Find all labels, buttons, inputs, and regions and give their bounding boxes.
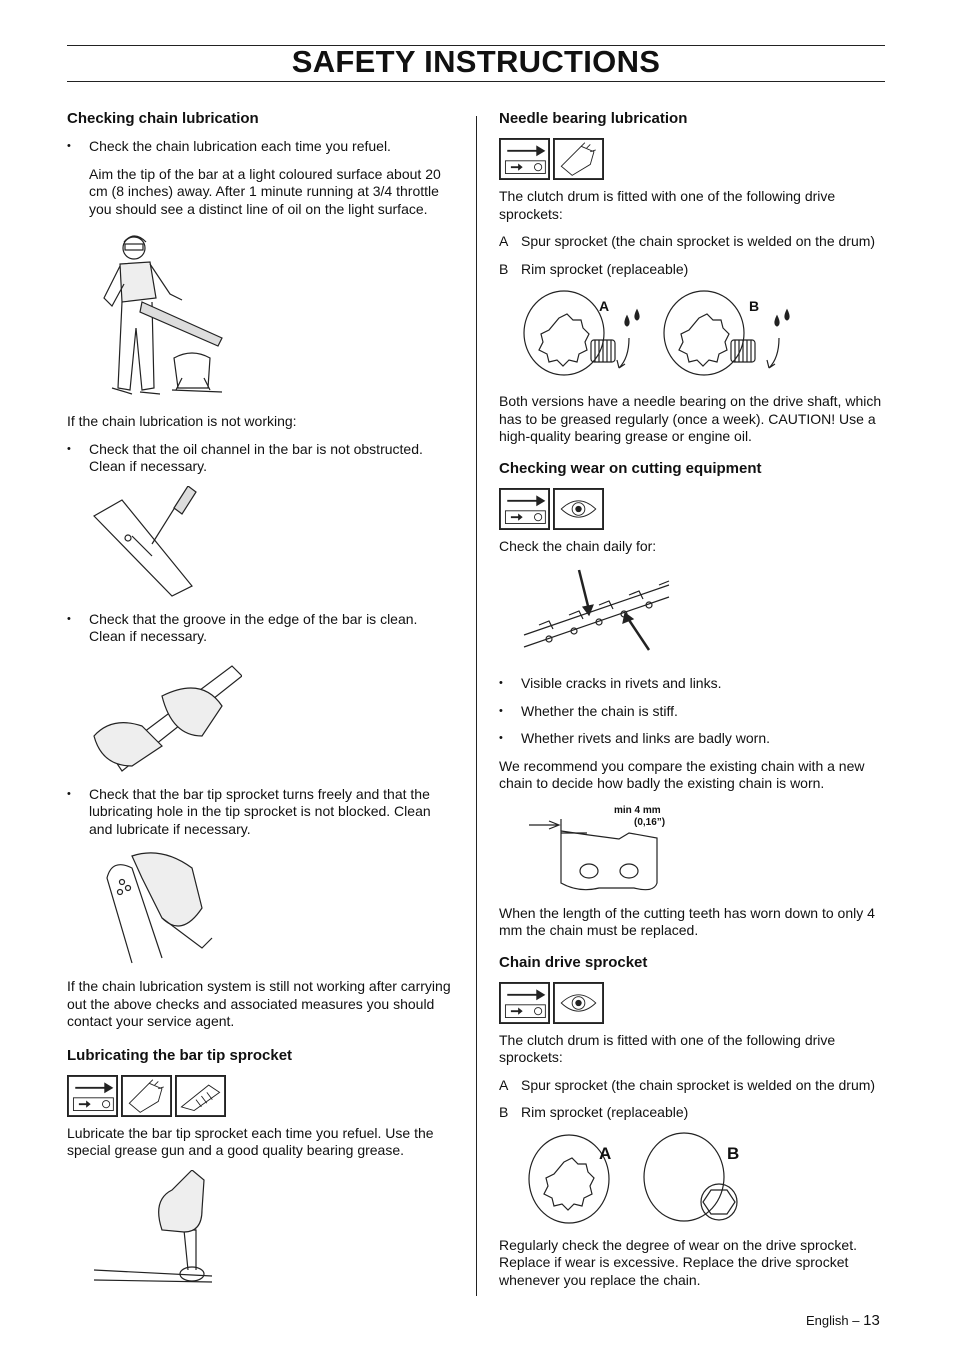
option-b-rim — [499, 1104, 889, 1122]
maintenance-arrow-icon — [67, 1075, 118, 1117]
option-letter: A — [499, 1076, 509, 1093]
drive-sprockets-figure — [519, 1132, 799, 1227]
option-b-rim — [499, 261, 889, 279]
min-length-inches-label: (0,16”) — [634, 816, 666, 828]
footer-language: English — [806, 1313, 849, 1328]
section-heading-needle-bearing: Needle bearing lubrication — [499, 110, 688, 127]
maintenance-arrow-icon — [499, 138, 550, 180]
option-letter: A — [499, 233, 509, 249]
bullet-worn: • Whether rivets and links are badly worn. — [499, 730, 889, 748]
icon-row-cutting-wear — [499, 488, 889, 530]
min-length-figure — [519, 803, 689, 895]
bar-groove-hands-illustration — [92, 656, 242, 776]
page-title: SAFETY INSTRUCTIONS — [291, 44, 661, 79]
bullet-oil-channel: • Check that the oil channel in the bar is not obstructed. Clean if necessary. — [67, 441, 457, 476]
brush-icon — [175, 1075, 226, 1117]
section-heading-drive-sprocket: Chain drive sprocket — [499, 953, 648, 971]
section-heading-chain-lubrication: Checking chain lubrication — [67, 110, 259, 127]
chain-replace-text: When the length of the cutting teeth has worn down to only 4 mm the chain must be replaced. — [499, 904, 875, 938]
right-column — [499, 110, 889, 1299]
grease-gun-illustration — [92, 1170, 242, 1295]
page-number: 13 — [863, 1312, 880, 1329]
min-length-label: min 4 mm — [614, 804, 661, 816]
option-text: Spur sprocket (the chain sprocket is welded on the drum) — [521, 233, 876, 249]
maintenance-arrow-icon — [499, 488, 550, 530]
option-text: Rim sprocket (replaceable) — [521, 1104, 689, 1120]
option-text: Rim sprocket (replaceable) — [521, 260, 689, 277]
drive-sprocket-text: Regularly check the degree of wear on the drive sprocket. Replace if wear is excessive. Replace the drive sprocket whenever you replace the chain. — [499, 1236, 857, 1288]
option-a-spur — [499, 233, 889, 251]
bullet-bar-groove: • Check that the groove in the edge of the bar is clean. Clean if necessary. — [67, 611, 457, 646]
option-letter: B — [499, 260, 509, 277]
operator-illustration — [92, 228, 252, 403]
bullet-cracks: • Visible cracks in rivets and links. — [499, 675, 889, 693]
eye-inspect-icon — [553, 982, 604, 1024]
option-a-spur — [499, 1077, 889, 1095]
left-column — [67, 110, 457, 1305]
figure-label-b: B — [727, 1143, 740, 1163]
column-divider — [476, 116, 477, 1296]
header-rule-bottom — [67, 81, 885, 82]
section-heading-cutting-wear: Checking wear on cutting equipment — [499, 459, 762, 477]
page-footer — [806, 1312, 880, 1329]
chain-compare-text: We recommend you compare the existing chain with a new chain to decide how badly the existing chain is worn. — [499, 757, 865, 791]
glove-icon — [553, 138, 604, 180]
needle-bearing-text: Both versions have a needle bearing on the drive shaft, which has to be greased regularly (once a week). CAUTION! Use a high-quality bearing grease or engine oil. — [499, 393, 882, 444]
icon-row-bar-tip — [67, 1075, 457, 1117]
figure-label-a: A — [599, 298, 610, 314]
option-letter: B — [499, 1104, 509, 1120]
icon-row-drive-sprocket — [499, 982, 889, 1024]
bar-screwdriver-illustration — [92, 486, 212, 601]
figure-label-b: B — [749, 298, 760, 314]
glove-icon — [121, 1075, 172, 1117]
bullet-stiff: • Whether the chain is stiff. — [499, 703, 889, 721]
drive-sprocket-intro: The clutch drum is fitted with one of the following drive sprockets: — [499, 1031, 836, 1065]
bar-tip-lubrication-text: Lubricate the bar tip sprocket each time you refuel. Use the special grease gun and a good quality bearing grease. — [67, 1124, 434, 1158]
icon-row-needle-bearing — [499, 138, 889, 180]
eye-inspect-icon — [553, 488, 604, 530]
tip-sprocket-illustration — [92, 848, 217, 968]
lubrication-not-working-intro: If the chain lubrication is not working: — [67, 413, 297, 429]
cutting-wear-intro: Check the chain daily for: — [499, 537, 657, 554]
needle-bearing-intro: The clutch drum is fitted with one of the following drive sprockets: — [499, 188, 836, 222]
needle-bearing-sprockets-figure — [519, 288, 839, 383]
maintenance-arrow-icon — [499, 982, 550, 1024]
option-text: Spur sprocket (the chain sprocket is welded on the drum) — [521, 1076, 876, 1093]
section-heading-bar-tip-sprocket: Lubricating the bar tip sprocket — [67, 1046, 293, 1064]
lubrication-detail: Aim the tip of the bar at a light coloured surface about 20 cm (8 inches) away. After 1 minute running at 3/4 throttle you should see a distinct line of oil on the light surface. — [89, 165, 441, 217]
footer-separator: – — [852, 1313, 860, 1328]
figure-label-a: A — [599, 1143, 612, 1163]
chain-inspection-figure — [519, 565, 699, 665]
bullet-tip-sprocket: • Check that the bar tip sprocket turns freely and that the lubricating hole in the tip sprocket is not blocked. Clean and lubricate if necessary. — [67, 786, 457, 839]
lubrication-closing-note: If the chain lubrication system is still not working after carrying out the above checks and associated measures you should contact your service agent. — [67, 978, 451, 1029]
bullet-check-lubrication: • Check the chain lubrication each time you refuel. — [67, 138, 457, 156]
